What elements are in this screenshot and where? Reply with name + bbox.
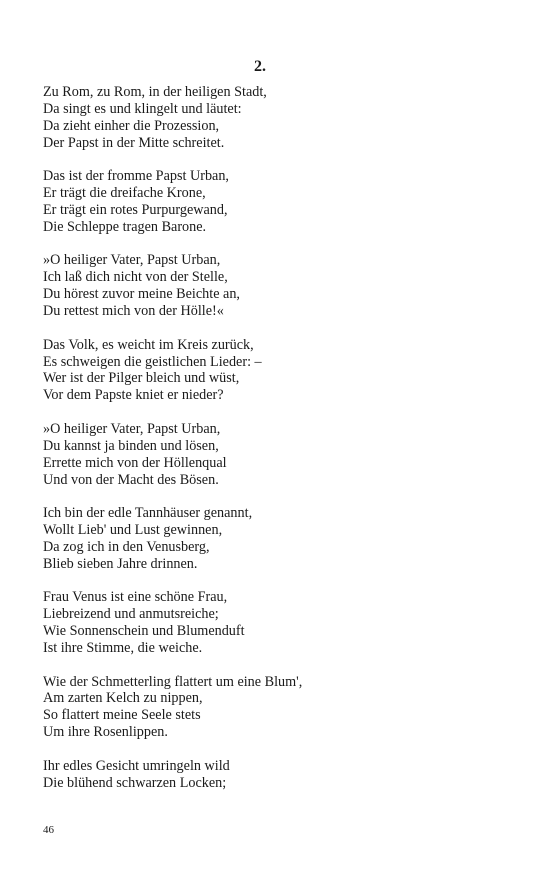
- verse-line: »O heiliger Vater, Papst Urban,: [43, 420, 221, 437]
- verse-line: Ist ihre Stimme, die weiche.: [43, 640, 203, 657]
- verse-line: So flattert meine Seele stets: [43, 707, 201, 724]
- stanza: [43, 421, 513, 489]
- verse-line: Das ist der fromme Papst Urban,: [43, 168, 229, 185]
- verse-line: Da zieht einher die Prozession,: [43, 117, 220, 134]
- verse-line: Die Schleppe tragen Barone.: [43, 218, 207, 235]
- verse-line: Du rettest mich von der Hölle!«: [43, 303, 224, 320]
- verse-line: Du kannst ja binden und lösen,: [43, 437, 219, 454]
- section-heading: 2.: [254, 58, 266, 75]
- verse-line: Der Papst in der Mitte schreitet.: [43, 134, 225, 151]
- verse-line: Liebreizend und anmutsreiche;: [43, 606, 219, 623]
- verse-line: Errette mich von der Höllenqual: [43, 454, 227, 471]
- stanza: [43, 168, 513, 236]
- stanza: [43, 252, 513, 320]
- verse-line: Ihr edles Gesicht umringeln wild: [43, 757, 230, 774]
- verse-line: Frau Venus ist eine schöne Frau,: [43, 589, 228, 606]
- verse-line: Er trägt ein rotes Purpurgewand,: [43, 202, 228, 219]
- verse-line: Ich bin der edle Tannhäuser genannt,: [43, 505, 253, 522]
- stanza: [43, 674, 513, 742]
- verse-line: »O heiliger Vater, Papst Urban,: [43, 252, 221, 269]
- stanza: [43, 337, 513, 405]
- verse-line: Er trägt die dreifache Krone,: [43, 185, 206, 202]
- verse-line: Wie der Schmetterling flattert um eine Blum',: [43, 673, 303, 690]
- verse-line: Zu Rom, zu Rom, in der heiligen Stadt,: [43, 84, 267, 100]
- verse-line: Du hörest zuvor meine Beichte an,: [43, 286, 240, 303]
- verse-line: Wollt Lieb' und Lust gewinnen,: [43, 522, 223, 538]
- verse-line: Das Volk, es weicht im Kreis zurück,: [43, 336, 254, 353]
- verse-line: Um ihre Rosenlippen.: [43, 724, 168, 741]
- stanza: [43, 84, 513, 152]
- verse-line: Da zog ich in den Venusberg,: [43, 538, 210, 555]
- verse-line: Wie Sonnenschein und Blumenduft: [43, 623, 245, 640]
- poem-body: [43, 84, 513, 808]
- stanza: [43, 758, 513, 792]
- verse-line: Blieb sieben Jahre drinnen.: [43, 555, 198, 572]
- verse-line: Es schweigen die geistlichen Lieder: –: [43, 353, 262, 370]
- verse-line: Die blühend schwarzen Locken;: [43, 774, 227, 791]
- verse-line: Ich laß dich nicht von der Stelle,: [43, 269, 228, 286]
- verse-line: Wer ist der Pilger bleich und wüst,: [43, 370, 240, 387]
- verse-line: Da singt es und klingelt und läutet:: [43, 100, 242, 117]
- verse-line: Und von der Macht des Bösen.: [43, 471, 219, 488]
- stanza: [43, 589, 513, 657]
- stanza: [43, 505, 513, 573]
- verse-line: Vor dem Papste kniet er nieder?: [43, 387, 224, 404]
- verse-line: Am zarten Kelch zu nippen,: [43, 690, 203, 707]
- page-number: 46: [43, 824, 54, 836]
